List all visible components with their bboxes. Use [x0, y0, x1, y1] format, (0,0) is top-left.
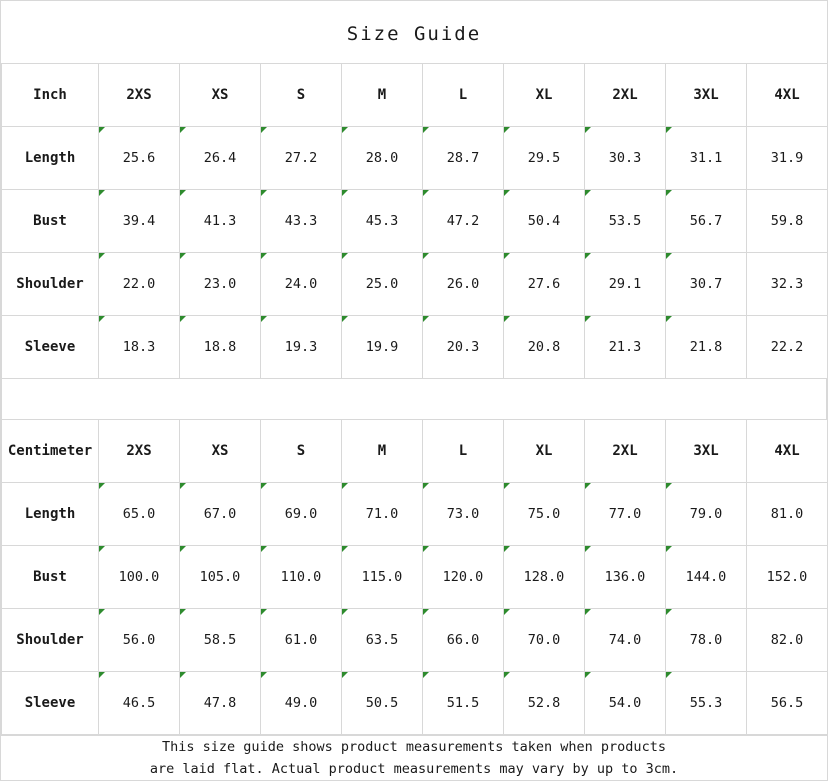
- cell-shoulder-2xl: 29.1: [585, 253, 666, 316]
- cell-cm-length-2xs: 65.0: [99, 483, 180, 546]
- cell-cm-shoulder-xl: 70.0: [504, 609, 585, 672]
- cell-cm-shoulder-2xl: 74.0: [585, 609, 666, 672]
- table-header-row: [2, 420, 828, 483]
- cell-cm-sleeve-xs: 47.8: [180, 672, 261, 735]
- table-header-row: [2, 64, 828, 127]
- size-header-3xl: 3XL: [666, 64, 747, 127]
- unit-label-centimeter: Centimeter: [2, 420, 99, 483]
- cell-cm-sleeve-4xl: 56.5: [747, 672, 828, 735]
- table-row: [2, 316, 828, 379]
- row-label-cm-length: Length: [2, 483, 99, 546]
- cell-cm-sleeve-s: 49.0: [261, 672, 342, 735]
- size-header-xs: XS: [180, 64, 261, 127]
- table-row: [2, 546, 828, 609]
- cell-cm-sleeve-2xs: 46.5: [99, 672, 180, 735]
- cell-length-3xl: 31.1: [666, 127, 747, 190]
- cell-cm-sleeve-m: 50.5: [342, 672, 423, 735]
- cell-cm-length-4xl: 81.0: [747, 483, 828, 546]
- cell-cm-shoulder-l: 66.0: [423, 609, 504, 672]
- row-label-cm-bust: Bust: [2, 546, 99, 609]
- size-header-m: M: [342, 64, 423, 127]
- cell-shoulder-xs: 23.0: [180, 253, 261, 316]
- cell-cm-length-xs: 67.0: [180, 483, 261, 546]
- size-header-cm-2xs: 2XS: [99, 420, 180, 483]
- cell-cm-bust-3xl: 144.0: [666, 546, 747, 609]
- cell-cm-length-m: 71.0: [342, 483, 423, 546]
- table-row: [2, 127, 828, 190]
- cell-shoulder-2xs: 22.0: [99, 253, 180, 316]
- cell-cm-shoulder-2xs: 56.0: [99, 609, 180, 672]
- cell-sleeve-m: 19.9: [342, 316, 423, 379]
- unit-label-inch: Inch: [2, 64, 99, 127]
- cell-sleeve-l: 20.3: [423, 316, 504, 379]
- footer-note: [1, 735, 827, 780]
- table-row: [2, 253, 828, 316]
- cell-length-xs: 26.4: [180, 127, 261, 190]
- cell-sleeve-2xl: 21.3: [585, 316, 666, 379]
- cell-length-2xl: 30.3: [585, 127, 666, 190]
- size-header-cm-2xl: 2XL: [585, 420, 666, 483]
- cell-cm-length-3xl: 79.0: [666, 483, 747, 546]
- size-header-cm-xl: XL: [504, 420, 585, 483]
- cell-cm-sleeve-l: 51.5: [423, 672, 504, 735]
- size-header-s: S: [261, 64, 342, 127]
- cell-shoulder-m: 25.0: [342, 253, 423, 316]
- cell-shoulder-3xl: 30.7: [666, 253, 747, 316]
- cell-cm-bust-2xl: 136.0: [585, 546, 666, 609]
- cell-cm-sleeve-2xl: 54.0: [585, 672, 666, 735]
- cell-cm-bust-m: 115.0: [342, 546, 423, 609]
- table-row: [2, 483, 828, 546]
- cell-cm-shoulder-m: 63.5: [342, 609, 423, 672]
- cell-cm-bust-4xl: 152.0: [747, 546, 828, 609]
- cell-bust-4xl: 59.8: [747, 190, 828, 253]
- size-header-xl: XL: [504, 64, 585, 127]
- cell-length-2xs: 25.6: [99, 127, 180, 190]
- row-label-shoulder: Shoulder: [2, 253, 99, 316]
- footer-note-line-2: are laid flat. Actual product measurements may vary by up to 3cm.: [149, 761, 679, 777]
- table-row: [2, 672, 828, 735]
- cell-length-l: 28.7: [423, 127, 504, 190]
- row-label-cm-shoulder: Shoulder: [2, 609, 99, 672]
- cell-sleeve-xs: 18.8: [180, 316, 261, 379]
- cell-length-4xl: 31.9: [747, 127, 828, 190]
- size-header-4xl: 4XL: [747, 64, 828, 127]
- cell-length-m: 28.0: [342, 127, 423, 190]
- cell-bust-2xs: 39.4: [99, 190, 180, 253]
- row-label-cm-sleeve: Sleeve: [2, 672, 99, 735]
- cell-cm-length-l: 73.0: [423, 483, 504, 546]
- cell-bust-l: 47.2: [423, 190, 504, 253]
- cell-sleeve-3xl: 21.8: [666, 316, 747, 379]
- size-header-2xs: 2XS: [99, 64, 180, 127]
- table-row: [2, 190, 828, 253]
- cell-sleeve-xl: 20.8: [504, 316, 585, 379]
- cell-shoulder-s: 24.0: [261, 253, 342, 316]
- cell-bust-3xl: 56.7: [666, 190, 747, 253]
- inch-size-table: [1, 63, 828, 379]
- cell-cm-bust-xs: 105.0: [180, 546, 261, 609]
- cell-length-xl: 29.5: [504, 127, 585, 190]
- cell-shoulder-xl: 27.6: [504, 253, 585, 316]
- table-row: [2, 609, 828, 672]
- cell-bust-2xl: 53.5: [585, 190, 666, 253]
- cell-cm-bust-xl: 128.0: [504, 546, 585, 609]
- row-label-bust: Bust: [2, 190, 99, 253]
- cell-bust-m: 45.3: [342, 190, 423, 253]
- cell-cm-length-2xl: 77.0: [585, 483, 666, 546]
- cell-cm-bust-s: 110.0: [261, 546, 342, 609]
- cell-cm-shoulder-xs: 58.5: [180, 609, 261, 672]
- size-header-2xl: 2XL: [585, 64, 666, 127]
- cell-cm-shoulder-s: 61.0: [261, 609, 342, 672]
- table-spacer: [1, 379, 827, 419]
- cell-cm-sleeve-xl: 52.8: [504, 672, 585, 735]
- cell-shoulder-4xl: 32.3: [747, 253, 828, 316]
- cell-sleeve-2xs: 18.3: [99, 316, 180, 379]
- size-header-l: L: [423, 64, 504, 127]
- row-label-length: Length: [2, 127, 99, 190]
- cell-cm-shoulder-4xl: 82.0: [747, 609, 828, 672]
- cell-cm-bust-2xs: 100.0: [99, 546, 180, 609]
- size-header-cm-m: M: [342, 420, 423, 483]
- cell-bust-s: 43.3: [261, 190, 342, 253]
- cell-sleeve-s: 19.3: [261, 316, 342, 379]
- centimeter-size-table: [1, 419, 828, 735]
- size-header-cm-l: L: [423, 420, 504, 483]
- cell-sleeve-4xl: 22.2: [747, 316, 828, 379]
- cell-bust-xl: 50.4: [504, 190, 585, 253]
- footer-note-line-1: This size guide shows product measurements taken when products: [162, 739, 666, 755]
- size-header-cm-s: S: [261, 420, 342, 483]
- cell-length-s: 27.2: [261, 127, 342, 190]
- cell-cm-length-s: 69.0: [261, 483, 342, 546]
- cell-cm-shoulder-3xl: 78.0: [666, 609, 747, 672]
- cell-cm-length-xl: 75.0: [504, 483, 585, 546]
- size-header-cm-3xl: 3XL: [666, 420, 747, 483]
- cell-cm-sleeve-3xl: 55.3: [666, 672, 747, 735]
- cell-shoulder-l: 26.0: [423, 253, 504, 316]
- page-title: Size Guide: [346, 23, 482, 45]
- size-header-cm-4xl: 4XL: [747, 420, 828, 483]
- cell-cm-bust-l: 120.0: [423, 546, 504, 609]
- size-header-cm-xs: XS: [180, 420, 261, 483]
- cell-bust-xs: 41.3: [180, 190, 261, 253]
- row-label-sleeve: Sleeve: [2, 316, 99, 379]
